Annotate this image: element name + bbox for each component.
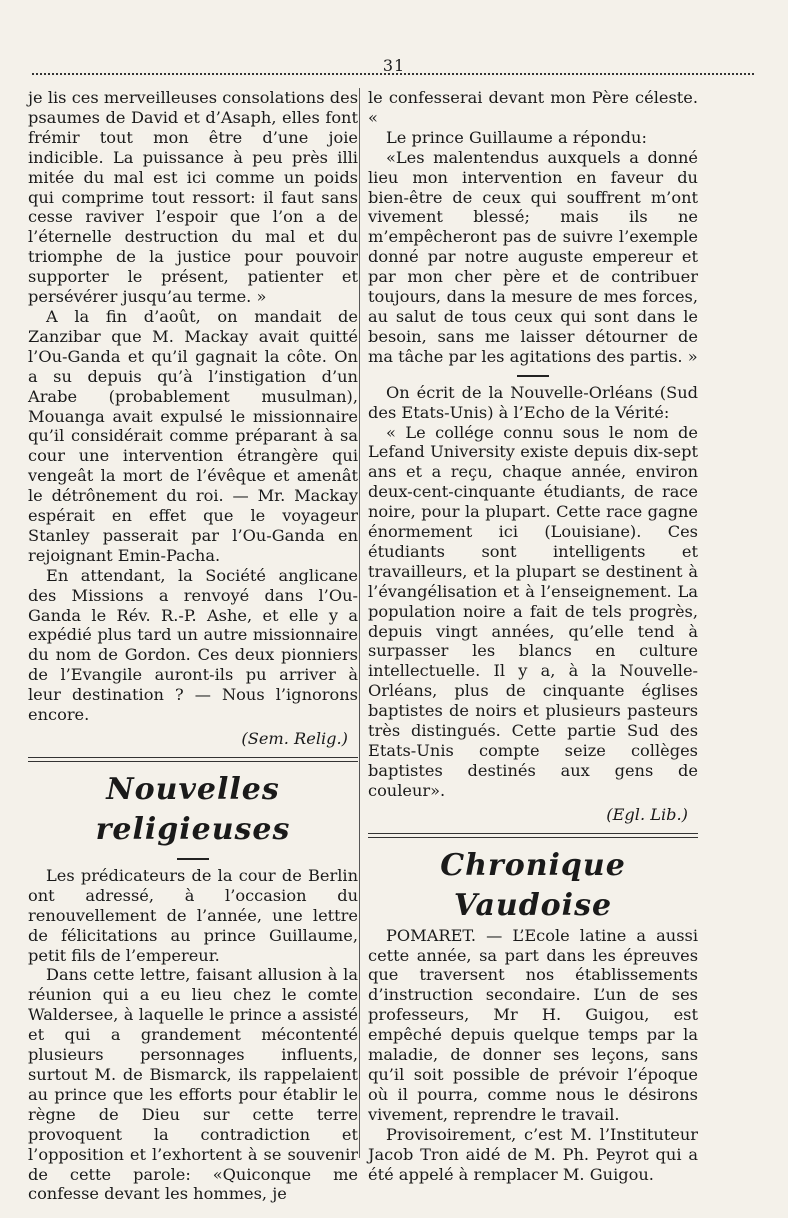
section-title: Nouvelles religieuses <box>95 771 291 847</box>
column-divider <box>359 88 360 1158</box>
paragraph: POMARET. — L’Ecole latine a aussi cette année, sa part dans les épreuves que traversent nos établissements d’instruction secondaire. L’un de ses professeurs, Mr H. Guigou, est empêché depuis quelque temps par la maladie, de donner ses leçons, sans qu’il soit possible de prévoir l’époque où il pourra, comme nous le désirons vivement, reprendre le travail. <box>368 925 698 1124</box>
article-separator <box>517 375 549 377</box>
paragraph: A la fin d’août, on mandait de Zanzibar que M. Mackay avait quitté l’Ou-Ganda et qu’il gagnait la côte. On a su depuis qu’à l’instigation d’un Arabe (probablement musulman), Mouanga avait expulsé le missionnaire qu’il considérait comme préparant à sa cour une intervention étrangère qui vengeât la mort de l’évêque et amenât le détrônement du roi. — Mr. Mackay espérait en effet que le voyageur Stanley passerait par l’Ou-Ganda en rejoignant Emin-Pacha. <box>28 306 358 565</box>
paragraph: « Le collége connu sous le nom de Lefand University existe depuis dix-sept ans et a reçu, chaque année, environ deux-cent-cinquante étudiants, de race noire, pour la plupart. Cette race gagne énormement ici (Louisiane). Ces étudiants sont intelligents et travailleurs, et la plupart se destinent à l’évangélisation et à l’enseignement. La population noire a fait de tels progrès, depuis vingt années, qu’elle tend à surpasser les blancs en culture intellectuelle. Il y a, à la Nouvelle-Orléans, plus de cinquante églises baptistes de noirs et plusieurs pasteurs très distingués. Cette partie Sud des Etats-Unis compte seize collèges baptistes destinés aux gens de couleur». <box>368 422 698 800</box>
paragraph: le confesserai devant mon Père céleste. « <box>368 88 698 127</box>
left-column <box>28 88 358 1204</box>
section-divider <box>368 833 698 838</box>
source-citation: (Sem. Relig.) <box>241 729 348 748</box>
title-separator <box>177 858 209 860</box>
section-title: Chronique Vaudoise <box>440 847 626 923</box>
paragraph: Les prédicateurs de la cour de Berlin ont adressé, à l’occasion du renouvellement de l’année, une lettre de félicitations au prince Guillaume, petit fils de l’empereur. <box>28 865 358 965</box>
paragraph: «Les malentendus auxquels a donné lieu mon intervention en faveur du bien-être de ceux qui souffrent m’ont vivement blessé; mais ils ne m’empêcheront pas de suivre l’exemple donné par notre auguste empereur et par mon cher père et de contribuer toujours, dans la mesure de mes forces, au salut de tous ceux qui sont dans le besoin, sans me laisser détourner de ma tâche par les agitations des partis. » <box>368 147 698 366</box>
section-divider <box>28 757 358 762</box>
paragraph: Dans cette lettre, faisant allusion à la réunion qui a eu lieu chez le comte Waldersee, à laquelle le prince a assisté et qui a grandement mécontenté plusieurs personnages influents, surtout M. de Bismarck, ils rappelaient au prince que les efforts pour établir le règne de Dieu sur cette terre provoquent la contradiction et l’opposition et l’exhortent à se souvenir de cette parole: «Quiconque me confesse devant les hommes, je <box>28 965 358 1204</box>
source-citation: (Egl. Lib.) <box>606 804 688 824</box>
paragraph: je lis ces merveilleuses consolations des psaumes de David et d’Asaph, elles font frémir tout mon être d’une joie indicible. La puissance à peu près illi mitée du mal est ici comme un poids qui comprime tout ressort: il faut sans cesse raviver l’espoir que l’on a de l’éternelle destruction du mal et du triomphe de la justice pour pouvoir supporter le présent, patienter et persévérer jusqu’au terme. » <box>28 88 358 307</box>
paragraph: Provisoirement, c’est M. l’Instituteur Jacob Tron aidé de M. Ph. Peyrot qui a été appelé à remplacer M. Guigou. <box>368 1124 698 1184</box>
paragraph: Le prince Guillaume a répondu: <box>386 127 647 147</box>
header-rule <box>32 73 754 75</box>
paragraph: On écrit de la Nouvelle-Orléans (Sud des Etats-Unis) à l’Echo de la Vérité: <box>368 382 698 422</box>
page-number: 31 <box>382 56 406 75</box>
right-column <box>368 88 698 1184</box>
paragraph: En attendant, la Société anglicane des Missions a renvoyé dans l’Ou-Ganda le Rév. R.-P. Ashe, et elle y a expédié plus tard un autre missionnaire du nom de Gordon. Ces deux pionniers de l’Evangile auront-ils pu arriver à leur destination ? — Nous l’ignorons encore. <box>28 565 358 725</box>
